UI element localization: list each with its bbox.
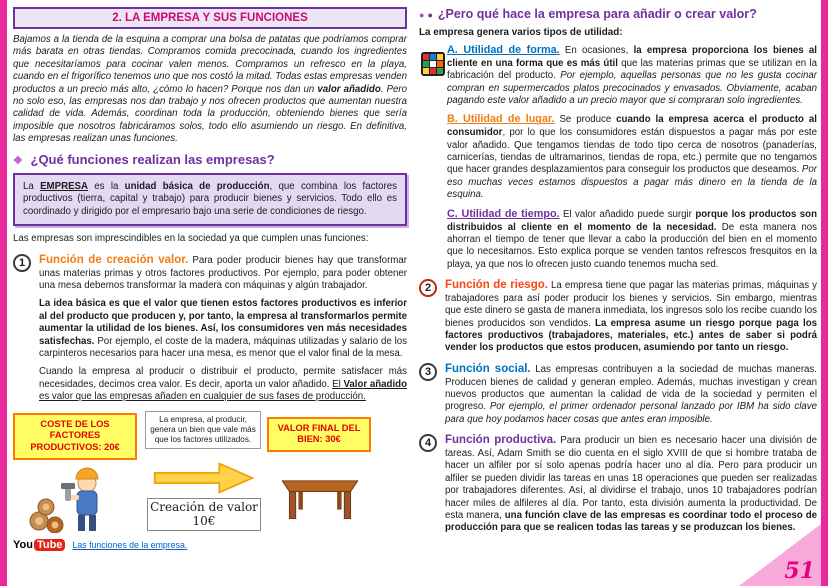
- section-heading-functions: [13, 152, 407, 167]
- function-item-4: [419, 433, 817, 535]
- function-item-3: [419, 362, 817, 426]
- function-4-paragraph: [445, 433, 817, 535]
- value-creation-diagram: [13, 411, 407, 535]
- number-badge-4: 4: [419, 434, 437, 452]
- number-badge-3: 3: [419, 363, 437, 381]
- section-heading-value-text: ¿Pero qué hace la empresa para añadir o crear valor?: [437, 7, 757, 21]
- function-1-paragraph-2: La idea básica es que el valor que tienen estos factores productivos es inferior al del producto que producen y, por tanto, la empresa al transformarlos permite aumentar la utilidad de los bienes. Así, los consumidores ven más necesidades satisfechas. Por ejemplo, el coste de la madera, máquinas utilizadas y salario de los carpinteros necesarios para hacer una mesa, es menor que el valor final de la mesa.: [39, 298, 407, 360]
- function-2-body: La empresa tiene que pagar las materias primas, máquinas y trabajadores para así poder producir los bienes y servicios. Sin embargo, mientras que este dinero se gasta de manera inmediata, los ingresos solo los recibe cuando los bienes producidos son vendidos. La empresa asume un riesgo porque paga los factores productivos (trabajadores, materiales, etc.) antes de saber si podrá vender los productos que estos producen, asumiendo por tanto un riesgo.: [445, 280, 817, 354]
- right-column: [419, 7, 817, 535]
- value-creation-amount: 10€: [192, 513, 216, 528]
- utility-c-body: El valor añadido puede surgir porque los productos son distribuidos al cliente en el momento de la necesidad. De esta manera nos ahorran el tiempo de tener que llevar a cabo la producción del bien en el momento que lo necesitamos. Esto explica porque se venden tantos refrescos fresquitos en la playa, ya que nos lo ofrecen justo cuando tenemos mucha sed.: [447, 208, 818, 270]
- function-3-body: Las empresas contribuyen a la sociedad de muchas maneras. Producen bienes de calidad y generan empleo. Además, muchas investigan y crean nuevos productos que aumentan la calidad de vida de la sociedad y permiten el progreso. Por ejemplo, el primer ordenador personal lanzado por IBM ha sido clave para que hoy podamos hacer cosas que antes eran imposible.: [445, 363, 817, 425]
- section-heading-text: ¿Qué funciones realizan las empresas?: [30, 151, 275, 167]
- function-2-paragraph: [445, 278, 817, 355]
- number-badge-1: 1: [13, 254, 31, 272]
- function-1-paragraph-3: Cuando la empresa al producir o distribuir el producto, permite satisfacer más necesidades, decimos crea valor. Es decir, aporta un valor añadido. El Valor añadido es valor que las empresas añaden en cualquier de sus fases de producción.: [39, 366, 407, 403]
- bullet-icon: ●: [427, 10, 433, 20]
- right-edge-bar: [821, 0, 828, 586]
- rubiks-cube-icon: [421, 52, 445, 76]
- function-item-1: [13, 253, 407, 293]
- utility-a-heading: A. Utilidad de forma.: [447, 44, 560, 56]
- utility-a-body: En ocasiones, la empresa proporciona los bienes al cliente en una forma que es más útil que las materias primas que se utilizan en la fabricación del producto. Por ejemplo, aquellas personas que no les gusta cocinar compran en supermercados platos precocinados y envasados. Obviamente, acaban pagando este valor añadido a un precio mayor que si compraran solo ingredientes.: [447, 45, 817, 107]
- page-title: [13, 7, 407, 29]
- number-badge-2: 2: [419, 279, 437, 297]
- youtube-logo-you: You: [13, 538, 33, 551]
- utility-item-a: [447, 44, 817, 107]
- bullet-icon: ●: [419, 10, 425, 20]
- cost-box: COSTE DE LOS FACTORES PRODUCTIVOS: 20€: [13, 413, 137, 460]
- function-1-heading: Función de creación valor.: [39, 253, 189, 266]
- final-value-box: VALOR FINAL DEL BIEN: 30€: [267, 417, 371, 452]
- definition-box: La EMPRESA es la unidad básica de producción, que combina los factores productivos (tierra, capital y trabajo) para producir bienes y servicios. Todo ello es coordinado y dirigido por el empresario bajo una serie de condiciones de riesgo.: [13, 173, 407, 227]
- function-2-heading: Función de riesgo.: [445, 279, 548, 292]
- function-1-body: Para poder producir bienes hay que transformar unas materias primas y otros factores productivos. Por ejemplo, para poder obtener una mesa debemos transformar la madera con máquinas y algún trabajador.: [39, 254, 407, 292]
- table-illustration: [275, 469, 365, 525]
- diagram-note: La empresa, al producir, genera un bien que vale más que los factores utilizados.: [145, 411, 261, 449]
- youtube-logo-tube: Tube: [34, 539, 65, 551]
- function-1-paragraph: [39, 253, 407, 293]
- section-heading-value: [419, 7, 817, 22]
- utilities-intro: La empresa genera varios tipos de utilidad:: [419, 27, 623, 38]
- function-3-heading: Función social.: [445, 362, 531, 375]
- function-4-body: Para producir un bien es necesario hacer una división de tareas. Así, Adam Smith se dio cuenta en el siglo XVIII de que si hombre trataba de hacer un alfiler por sí solo apenas podría hacer uno al día. Pero para producir un alfiler se pueden dividir las tareas en unas 18 operaciones que pueden ser realizadas por trabajadores diferentes. Así, al dividirse el trabajo, unos 10 trabajadores podrían hacer miles de alfileres al día. Por tanto, esta división aumenta la productividad. De esta manera, una función clave de las empresas es coordinar todo el proceso de producción para que se realicen todas las tareas y se produzcan los bienes.: [445, 435, 818, 534]
- utility-b-body: Se produce cuando la empresa acerca el producto al consumidor, por lo que los consumidores están dispuestos a pagar más por este valor añadido. Que tengamos tiendas de todo tipo cerca de nosotros (panaderías, carnicerías, tiendas de ultramarinos, tiendas de ropa, etc.) permite que no tengamos que hacer grandes desplazamientos para conseguir los productos que deseamos. Por eso muchas veces estamos dispuestos a pagar más dinero en la tienda de la esquina.: [447, 114, 817, 201]
- value-creation-label: Creación de valor: [150, 499, 258, 514]
- intro-paragraph: Bajamos a la tienda de la esquina a comprar una bolsa de patatas que podríamos comprar más barata en otras tiendas. Compramos comida precocinada, cuando los ingredientes que necesitaríamos para cocinar valen menos. Compramos un refresco en la playa, cuando en el frigorífico tenemos uno que nos costó la mitad. Todas estas empresas venden productos a un precio más alto, ¿cómo lo hacen? Porque nos dan un valor añadido. Pero no solo eso, las empresas nos dan trabajo y nos ofrecen productos que aumentan nuestra calidad de vida. Además, coordinan toda la producción, obteniendo bienes que sería imposible que nosotros fabricáramos solos, todo ello asumiendo un riesgo. En definitiva, las empresas realizan unas funciones.: [13, 34, 407, 145]
- function-3-paragraph: [445, 362, 817, 426]
- diamond-bullet-icon: ❖: [13, 154, 23, 167]
- functions-intro: Las empresas son imprescindibles en la sociedad ya que cumplen unas funciones:: [13, 233, 369, 245]
- utility-item-b: [447, 113, 817, 201]
- left-edge-bar: [0, 0, 7, 586]
- left-column: [13, 7, 407, 551]
- utility-b-heading: B. Utilidad de lugar.: [447, 113, 555, 126]
- video-link-row: [13, 539, 407, 551]
- page-number: 51: [784, 558, 815, 584]
- function-item-2: [419, 278, 817, 355]
- youtube-logo[interactable]: [13, 539, 65, 551]
- utility-item-c: [447, 208, 817, 271]
- page-title-text: 2. LA EMPRESA Y SUS FUNCIONES: [112, 12, 308, 24]
- worker-illustration: [25, 465, 117, 533]
- function-4-heading: Función productiva.: [445, 434, 557, 447]
- value-creation-box: [147, 498, 261, 531]
- utilities-list: [419, 44, 817, 271]
- arrow-right-icon: [145, 461, 263, 495]
- video-link[interactable]: Las funciones de la empresa.: [72, 539, 188, 550]
- utility-c-heading: C. Utilidad de tiempo.: [447, 207, 560, 220]
